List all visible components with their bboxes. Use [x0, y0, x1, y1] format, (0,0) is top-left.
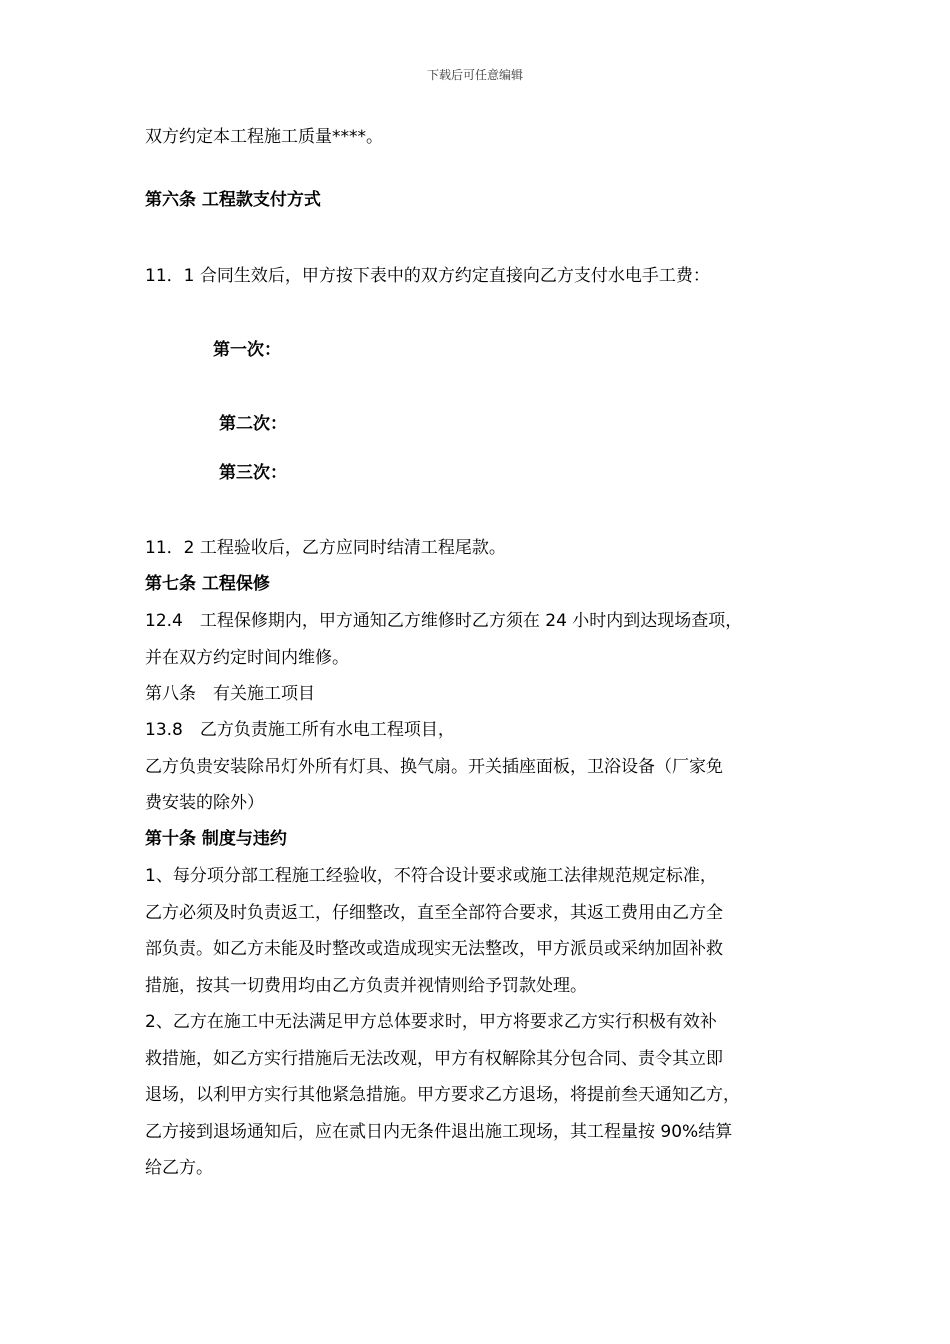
rule-2-line-5: 给乙方。 [145, 1158, 213, 1178]
page-header: 下载后可任意编辑 [426, 68, 523, 82]
clause-13-8-line-2: 乙方负贵安装除吊灯外所有灯具、换气扇。开关插座面板，卫浴设备（厂家免 [145, 757, 723, 777]
clause-12-4-line-1: 12.4 工程保修期内，甲方通知乙方维修时乙方须在 24 小时内到达现场查项， [145, 611, 743, 631]
payment-first: 第一次： [213, 340, 281, 360]
rule-1-line-3: 部负责。如乙方未能及时整改或造成现实无法整改，甲方派员或采纳加固补救 [145, 939, 723, 959]
clause-12-4-line-2: 并在双方约定时间内维修。 [145, 648, 349, 668]
heading-article-7: 第七条 工程保修 [145, 574, 270, 594]
rule-2-line-4: 乙方接到退场通知后，应在贰日内无条件退出施工现场，其工程量按 90%结算 [145, 1122, 733, 1142]
clause-11-2: 11．2 工程验收后，乙方应同时结清工程尾款。 [145, 538, 506, 558]
paragraph-quality: 双方约定本工程施工质量****。 [145, 127, 383, 147]
rule-1-line-1: 1、每分项分部工程施工经验收，不符合设计要求或施工法律规范规定标准， [145, 866, 717, 886]
rule-1-line-2: 乙方必须及时负责返工，仔细整改，直至全部符合要求，其返工费用由乙方全 [145, 903, 723, 923]
rule-2-line-2: 救措施，如乙方实行措施后无法改观，甲方有权解除其分包合同、责令其立即 [145, 1049, 723, 1069]
payment-second: 第二次： [219, 414, 287, 434]
clause-11-1: 11．1 合同生效后，甲方按下表中的双方约定直接向乙方支付水电手工费： [145, 266, 710, 286]
rule-2-line-3: 退场，以利甲方实行其他紧急措施。甲方要求乙方退场，将提前叁天通知乙方， [145, 1085, 740, 1105]
heading-article-10: 第十条 制度与违约 [145, 829, 287, 849]
rule-1-line-4: 措施，按其一切费用均由乙方负责并视情则给予罚款处理。 [145, 976, 587, 996]
payment-third: 第三次： [219, 463, 287, 483]
rule-2-line-1: 2、乙方在施工中无法满足甲方总体要求时，甲方将要求乙方实行积极有效补 [145, 1012, 717, 1032]
heading-article-6: 第六条 工程款支付方式 [145, 190, 321, 210]
clause-13-8-line-1: 13.8 乙方负责施工所有水电工程项目， [145, 720, 455, 740]
clause-13-8-line-3: 费安装的除外） [145, 793, 264, 813]
heading-article-8: 第八条 有关施工项目 [145, 684, 315, 704]
